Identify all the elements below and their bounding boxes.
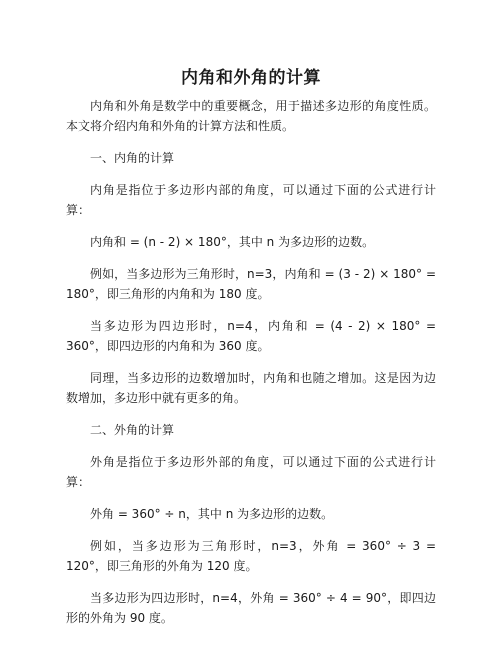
- interior-definition: 内角是指位于多边形内部的角度，可以通过下面的公式进行计算：: [66, 183, 436, 217]
- intro-paragraph: 内角和外角是数学中的重要概念，用于描述多边形的角度性质。本文将介绍内角和外角的计算方法和性质。: [66, 99, 436, 133]
- section-heading-interior: 一、内角的计算: [90, 151, 175, 165]
- document-body: [66, 96, 436, 640]
- exterior-example-triangle: 例如，当多边形为三角形时，n=3，外角 = 360° ÷ 3 = 120°，即三角形的外角为 120 度。: [66, 539, 436, 573]
- exterior-formula: 外角 = 360° ÷ n，其中 n 为多边形的边数。: [90, 507, 334, 521]
- exterior-example-quadrilateral: 当多边形为四边形时，n=4，外角 = 360° ÷ 4 = 90°，即四边形的外角为 90 度。: [66, 591, 436, 625]
- section-heading-exterior: 二、外角的计算: [90, 423, 175, 437]
- interior-generalization: 同理，当多边形的边数增加时，内角和也随之增加。这是因为边数增加，多边形中就有更多的角。: [66, 371, 436, 405]
- exterior-definition: 外角是指位于多边形外部的角度，可以通过下面的公式进行计算：: [66, 455, 436, 489]
- interior-formula: 内角和 = (n - 2) × 180°，其中 n 为多边形的边数。: [90, 235, 375, 249]
- document-title: 内角和外角的计算: [181, 68, 321, 88]
- interior-example-triangle: 例如，当多边形为三角形时，n=3，内角和 = (3 - 2) × 180° = 180°，即三角形的内角和为 180 度。: [66, 267, 436, 301]
- interior-example-quadrilateral: 当多边形为四边形时，n=4，内角和 = (4 - 2) × 180° = 360°，即四边形的内角和为 360 度。: [66, 319, 436, 353]
